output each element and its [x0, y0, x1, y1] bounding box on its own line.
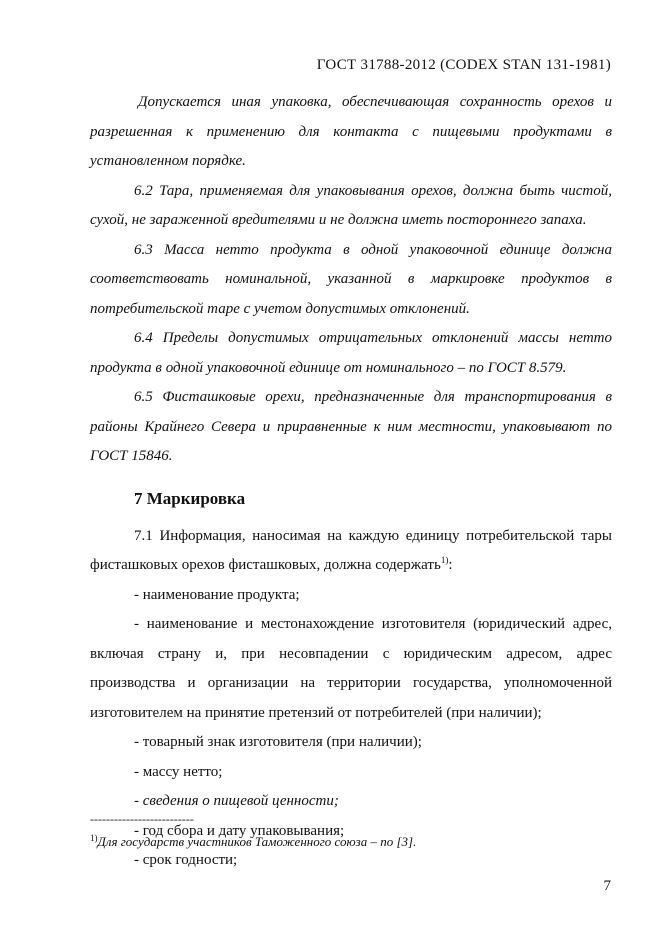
list-item: - год сбора и дату упаковывания;: [134, 822, 345, 839]
list-item: - срок годности;: [134, 852, 238, 868]
list-item: - массу нетто;: [134, 763, 223, 780]
paragraph-7-1-tail: :: [448, 557, 453, 573]
list-item: - наименование и местонахождение изготовителя (юридический адрес, включая страну и, при несовпадении с юридическим адресом, адрес производства и организации на территории государства, уполномоченной изготовителем на принятие претензий от потребителей (при наличии);: [90, 616, 612, 721]
paragraph-6-5: 6.5 Фисташковые орехи, предназначенные для транспортирования в районы Крайнего Севера и приравненные к ним местности, упаковывают по ГОСТ 15846.: [90, 389, 612, 464]
page-number: 7: [603, 878, 611, 894]
standard-header: ГОСТ 31788-2012 (CODEX STAN 131-1981): [316, 57, 611, 73]
list-item: - сведения о пищевой ценности;: [134, 793, 339, 809]
footnote-ref: 1): [440, 555, 449, 565]
paragraph-6-3: 6.3 Масса нетто продукта в одной упаковочной единице должна соответствовать номинальной, указанной в маркировке продуктов в потребительской таре с учетом допустимых отклонений.: [90, 241, 612, 317]
paragraph-7-1: [90, 522, 612, 581]
footnote-text: Для государств участников Таможенного союза – по [3].: [97, 834, 417, 849]
document-body: [90, 88, 612, 876]
paragraph-packaging-alt: Допускается иная упаковка, обеспечивающая сохранность орехов и разрешенная к применению для контакта с пищевыми продуктами в установленном порядке.: [90, 94, 612, 169]
list-item: - наименование продукта;: [134, 586, 300, 603]
footnote: [90, 834, 416, 850]
list-item: - товарный знак изготовителя (при наличии);: [134, 734, 422, 750]
section-7-heading: 7 Маркировка: [134, 488, 246, 508]
footnote-marker: 1): [90, 833, 98, 843]
paragraph-6-2: 6.2 Тара, применяемая для упаковывания орехов, должна быть чистой, сухой, не зараженной вредителями и не должна иметь постороннего запаха.: [90, 182, 612, 228]
footnote-separator: --------------------------: [90, 812, 194, 826]
paragraph-6-4: 6.4 Пределы допустимых отрицательных отклонений массы нетто продукта в одной упаковочной единице от номинального – по ГОСТ 8.579.: [90, 330, 612, 376]
paragraph-7-1-text: 7.1 Информация, наносимая на каждую единицу потребительской тары фисташковых орехов фисташковых, должна содержать: [90, 527, 612, 573]
